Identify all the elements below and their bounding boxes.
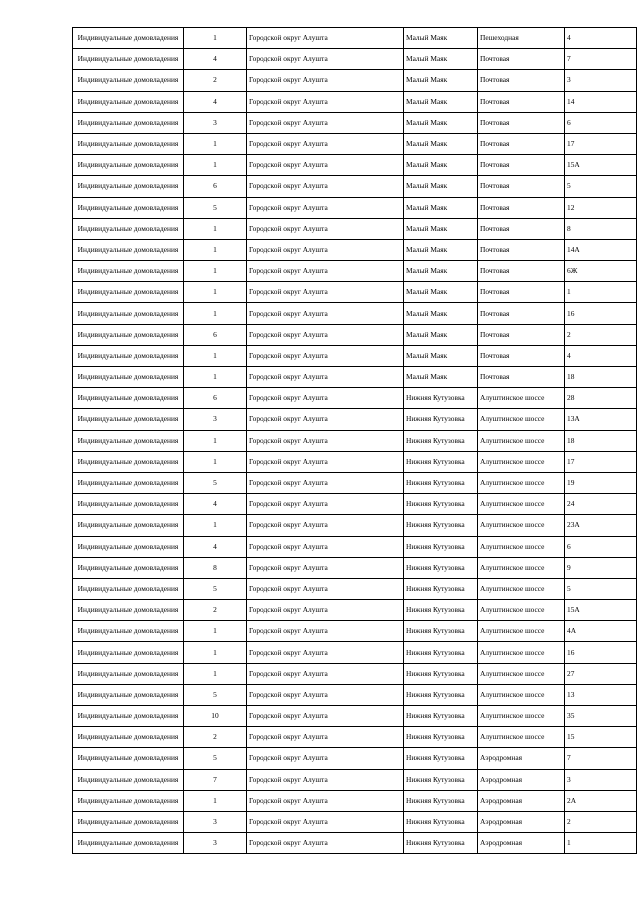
street-cell: Алуштинское шоссе: [478, 684, 565, 705]
house-number-cell: 7: [565, 49, 637, 70]
table-row: [73, 578, 637, 599]
municipality-cell: Городской округ Алушта: [247, 769, 404, 790]
municipality-cell: Городской округ Алушта: [247, 811, 404, 832]
street-cell: Аэродромная: [478, 790, 565, 811]
table-row: [73, 663, 637, 684]
street-cell: Почтовая: [478, 303, 565, 324]
house-number-cell: 28: [565, 388, 637, 409]
ownership-type-cell: Индивидуальные домовладения: [73, 621, 184, 642]
table-row: [73, 388, 637, 409]
table-row: [73, 472, 637, 493]
settlement-cell: Нижняя Кутузовка: [404, 706, 478, 727]
settlement-cell: Нижняя Кутузовка: [404, 430, 478, 451]
ownership-type-cell: Индивидуальные домовладения: [73, 578, 184, 599]
ownership-type-cell: Индивидуальные домовладения: [73, 748, 184, 769]
table-row: [73, 451, 637, 472]
settlement-cell: Малый Маяк: [404, 345, 478, 366]
count-cell: 1: [184, 621, 247, 642]
house-number-cell: 6: [565, 536, 637, 557]
table-row: [73, 769, 637, 790]
settlement-cell: Нижняя Кутузовка: [404, 578, 478, 599]
street-cell: Алуштинское шоссе: [478, 706, 565, 727]
municipality-cell: Городской округ Алушта: [247, 303, 404, 324]
ownership-type-cell: Индивидуальные домовладения: [73, 790, 184, 811]
settlement-cell: Нижняя Кутузовка: [404, 472, 478, 493]
street-cell: Алуштинское шоссе: [478, 663, 565, 684]
table-row: [73, 70, 637, 91]
count-cell: 3: [184, 409, 247, 430]
settlement-cell: Малый Маяк: [404, 197, 478, 218]
municipality-cell: Городской округ Алушта: [247, 663, 404, 684]
street-cell: Алуштинское шоссе: [478, 557, 565, 578]
count-cell: 1: [184, 133, 247, 154]
municipality-cell: Городской округ Алушта: [247, 451, 404, 472]
count-cell: 5: [184, 748, 247, 769]
street-cell: Алуштинское шоссе: [478, 388, 565, 409]
settlement-cell: Малый Маяк: [404, 367, 478, 388]
ownership-type-cell: Индивидуальные домовладения: [73, 833, 184, 854]
ownership-type-cell: Индивидуальные домовладения: [73, 345, 184, 366]
settlement-cell: Малый Маяк: [404, 49, 478, 70]
ownership-type-cell: Индивидуальные домовладения: [73, 557, 184, 578]
table-row: [73, 833, 637, 854]
ownership-type-cell: Индивидуальные домовладения: [73, 451, 184, 472]
count-cell: 5: [184, 197, 247, 218]
ownership-type-cell: Индивидуальные домовладения: [73, 727, 184, 748]
settlement-cell: Малый Маяк: [404, 70, 478, 91]
table-row: [73, 91, 637, 112]
settlement-cell: Нижняя Кутузовка: [404, 748, 478, 769]
house-number-cell: 2: [565, 811, 637, 832]
street-cell: Алуштинское шоссе: [478, 472, 565, 493]
ownership-type-cell: Индивидуальные домовладения: [73, 239, 184, 260]
table-row: [73, 324, 637, 345]
count-cell: 1: [184, 303, 247, 324]
municipality-cell: Городской округ Алушта: [247, 388, 404, 409]
municipality-cell: Городской округ Алушта: [247, 430, 404, 451]
count-cell: 3: [184, 112, 247, 133]
house-number-cell: 13А: [565, 409, 637, 430]
ownership-type-cell: Индивидуальные домовладения: [73, 769, 184, 790]
municipality-cell: Городской округ Алушта: [247, 578, 404, 599]
settlement-cell: Нижняя Кутузовка: [404, 388, 478, 409]
ownership-type-cell: Индивидуальные домовладения: [73, 261, 184, 282]
ownership-type-cell: Индивидуальные домовладения: [73, 133, 184, 154]
ownership-type-cell: Индивидуальные домовладения: [73, 642, 184, 663]
house-number-cell: 4: [565, 345, 637, 366]
street-cell: Алуштинское шоссе: [478, 621, 565, 642]
count-cell: 4: [184, 536, 247, 557]
address-table: [72, 27, 637, 854]
settlement-cell: Нижняя Кутузовка: [404, 621, 478, 642]
ownership-type-cell: Индивидуальные домовладения: [73, 430, 184, 451]
municipality-cell: Городской округ Алушта: [247, 197, 404, 218]
street-cell: Алуштинское шоссе: [478, 536, 565, 557]
table-row: [73, 197, 637, 218]
municipality-cell: Городской округ Алушта: [247, 727, 404, 748]
house-number-cell: 5: [565, 176, 637, 197]
street-cell: Аэродромная: [478, 811, 565, 832]
street-cell: Аэродромная: [478, 748, 565, 769]
ownership-type-cell: Индивидуальные домовладения: [73, 303, 184, 324]
settlement-cell: Малый Маяк: [404, 303, 478, 324]
count-cell: 6: [184, 388, 247, 409]
street-cell: Почтовая: [478, 133, 565, 154]
street-cell: Алуштинское шоссе: [478, 451, 565, 472]
ownership-type-cell: Индивидуальные домовладения: [73, 684, 184, 705]
settlement-cell: Нижняя Кутузовка: [404, 833, 478, 854]
municipality-cell: Городской округ Алушта: [247, 176, 404, 197]
count-cell: 1: [184, 451, 247, 472]
street-cell: Алуштинское шоссе: [478, 578, 565, 599]
count-cell: 1: [184, 515, 247, 536]
municipality-cell: Городской округ Алушта: [247, 112, 404, 133]
street-cell: Почтовая: [478, 70, 565, 91]
count-cell: 1: [184, 642, 247, 663]
municipality-cell: Городской округ Алушта: [247, 28, 404, 49]
street-cell: Почтовая: [478, 282, 565, 303]
count-cell: 3: [184, 833, 247, 854]
street-cell: Алуштинское шоссе: [478, 494, 565, 515]
house-number-cell: 15А: [565, 600, 637, 621]
house-number-cell: 12: [565, 197, 637, 218]
table-row: [73, 155, 637, 176]
table-row: [73, 218, 637, 239]
municipality-cell: Городской округ Алушта: [247, 155, 404, 176]
municipality-cell: Городской округ Алушта: [247, 239, 404, 260]
street-cell: Почтовая: [478, 324, 565, 345]
count-cell: 1: [184, 28, 247, 49]
count-cell: 2: [184, 727, 247, 748]
ownership-type-cell: Индивидуальные домовладения: [73, 600, 184, 621]
count-cell: 1: [184, 239, 247, 260]
ownership-type-cell: Индивидуальные домовладения: [73, 218, 184, 239]
table-row: [73, 621, 637, 642]
count-cell: 1: [184, 345, 247, 366]
house-number-cell: 27: [565, 663, 637, 684]
street-cell: Пешеходная: [478, 28, 565, 49]
table-row: [73, 727, 637, 748]
table-row: [73, 112, 637, 133]
settlement-cell: Нижняя Кутузовка: [404, 663, 478, 684]
house-number-cell: 17: [565, 133, 637, 154]
ownership-type-cell: Индивидуальные домовладения: [73, 811, 184, 832]
count-cell: 4: [184, 91, 247, 112]
ownership-type-cell: Индивидуальные домовладения: [73, 112, 184, 133]
house-number-cell: 15А: [565, 155, 637, 176]
house-number-cell: 4: [565, 28, 637, 49]
house-number-cell: 2А: [565, 790, 637, 811]
table-row: [73, 706, 637, 727]
municipality-cell: Городской округ Алушта: [247, 409, 404, 430]
ownership-type-cell: Индивидуальные домовладения: [73, 706, 184, 727]
municipality-cell: Городской округ Алушта: [247, 324, 404, 345]
ownership-type-cell: Индивидуальные домовладения: [73, 409, 184, 430]
house-number-cell: 4А: [565, 621, 637, 642]
count-cell: 1: [184, 430, 247, 451]
ownership-type-cell: Индивидуальные домовладения: [73, 515, 184, 536]
count-cell: 3: [184, 811, 247, 832]
settlement-cell: Нижняя Кутузовка: [404, 451, 478, 472]
street-cell: Алуштинское шоссе: [478, 727, 565, 748]
ownership-type-cell: Индивидуальные домовладения: [73, 176, 184, 197]
street-cell: Почтовая: [478, 197, 565, 218]
municipality-cell: Городской округ Алушта: [247, 91, 404, 112]
settlement-cell: Малый Маяк: [404, 282, 478, 303]
municipality-cell: Городской округ Алушта: [247, 557, 404, 578]
street-cell: Аэродромная: [478, 769, 565, 790]
municipality-cell: Городской округ Алушта: [247, 282, 404, 303]
municipality-cell: Городской округ Алушта: [247, 833, 404, 854]
settlement-cell: Нижняя Кутузовка: [404, 642, 478, 663]
municipality-cell: Городской округ Алушта: [247, 684, 404, 705]
count-cell: 2: [184, 70, 247, 91]
house-number-cell: 1: [565, 833, 637, 854]
house-number-cell: 3: [565, 70, 637, 91]
count-cell: 8: [184, 557, 247, 578]
count-cell: 6: [184, 176, 247, 197]
ownership-type-cell: Индивидуальные домовладения: [73, 70, 184, 91]
table-row: [73, 303, 637, 324]
table-row: [73, 557, 637, 578]
ownership-type-cell: Индивидуальные домовладения: [73, 49, 184, 70]
municipality-cell: Городской округ Алушта: [247, 49, 404, 70]
municipality-cell: Городской округ Алушта: [247, 133, 404, 154]
table-row: [73, 176, 637, 197]
municipality-cell: Городской округ Алушта: [247, 472, 404, 493]
house-number-cell: 24: [565, 494, 637, 515]
table-row: [73, 367, 637, 388]
count-cell: 4: [184, 49, 247, 70]
settlement-cell: Нижняя Кутузовка: [404, 684, 478, 705]
count-cell: 2: [184, 600, 247, 621]
street-cell: Почтовая: [478, 91, 565, 112]
count-cell: 5: [184, 472, 247, 493]
ownership-type-cell: Индивидуальные домовладения: [73, 663, 184, 684]
house-number-cell: 1: [565, 282, 637, 303]
table-row: [73, 515, 637, 536]
municipality-cell: Городской округ Алушта: [247, 706, 404, 727]
street-cell: Алуштинское шоссе: [478, 642, 565, 663]
municipality-cell: Городской округ Алушта: [247, 345, 404, 366]
settlement-cell: Малый Маяк: [404, 239, 478, 260]
settlement-cell: Малый Маяк: [404, 155, 478, 176]
house-number-cell: 16: [565, 642, 637, 663]
ownership-type-cell: Индивидуальные домовладения: [73, 155, 184, 176]
ownership-type-cell: Индивидуальные домовладения: [73, 367, 184, 388]
table-row: [73, 345, 637, 366]
settlement-cell: Малый Маяк: [404, 261, 478, 282]
house-number-cell: 6Ж: [565, 261, 637, 282]
municipality-cell: Городской округ Алушта: [247, 536, 404, 557]
municipality-cell: Городской округ Алушта: [247, 261, 404, 282]
ownership-type-cell: Индивидуальные домовладения: [73, 324, 184, 345]
street-cell: Почтовая: [478, 345, 565, 366]
municipality-cell: Городской округ Алушта: [247, 600, 404, 621]
settlement-cell: Малый Маяк: [404, 133, 478, 154]
settlement-cell: Нижняя Кутузовка: [404, 727, 478, 748]
municipality-cell: Городской округ Алушта: [247, 642, 404, 663]
municipality-cell: Городской округ Алушта: [247, 621, 404, 642]
table-body: [73, 28, 637, 854]
settlement-cell: Малый Маяк: [404, 28, 478, 49]
table-row: [73, 133, 637, 154]
ownership-type-cell: Индивидуальные домовладения: [73, 282, 184, 303]
count-cell: 1: [184, 218, 247, 239]
municipality-cell: Городской округ Алушта: [247, 748, 404, 769]
house-number-cell: 7: [565, 748, 637, 769]
table-row: [73, 684, 637, 705]
house-number-cell: 16: [565, 303, 637, 324]
house-number-cell: 14: [565, 91, 637, 112]
street-cell: Почтовая: [478, 155, 565, 176]
settlement-cell: Малый Маяк: [404, 176, 478, 197]
house-number-cell: 23А: [565, 515, 637, 536]
table-row: [73, 430, 637, 451]
house-number-cell: 35: [565, 706, 637, 727]
count-cell: 1: [184, 155, 247, 176]
house-number-cell: 2: [565, 324, 637, 345]
count-cell: 1: [184, 261, 247, 282]
ownership-type-cell: Индивидуальные домовладения: [73, 494, 184, 515]
settlement-cell: Нижняя Кутузовка: [404, 494, 478, 515]
house-number-cell: 8: [565, 218, 637, 239]
settlement-cell: Малый Маяк: [404, 218, 478, 239]
settlement-cell: Нижняя Кутузовка: [404, 811, 478, 832]
street-cell: Почтовая: [478, 176, 565, 197]
house-number-cell: 14А: [565, 239, 637, 260]
count-cell: 10: [184, 706, 247, 727]
count-cell: 6: [184, 324, 247, 345]
street-cell: Почтовая: [478, 239, 565, 260]
table-row: [73, 261, 637, 282]
table-row: [73, 600, 637, 621]
municipality-cell: Городской округ Алушта: [247, 218, 404, 239]
house-number-cell: 18: [565, 367, 637, 388]
municipality-cell: Городской округ Алушта: [247, 515, 404, 536]
table-row: [73, 49, 637, 70]
municipality-cell: Городской округ Алушта: [247, 70, 404, 91]
street-cell: Почтовая: [478, 261, 565, 282]
house-number-cell: 9: [565, 557, 637, 578]
table-row: [73, 536, 637, 557]
settlement-cell: Малый Маяк: [404, 324, 478, 345]
table-row: [73, 642, 637, 663]
house-number-cell: 13: [565, 684, 637, 705]
count-cell: 7: [184, 769, 247, 790]
settlement-cell: Нижняя Кутузовка: [404, 557, 478, 578]
municipality-cell: Городской округ Алушта: [247, 367, 404, 388]
settlement-cell: Нижняя Кутузовка: [404, 769, 478, 790]
table-row: [73, 790, 637, 811]
street-cell: Алуштинское шоссе: [478, 515, 565, 536]
street-cell: Аэродромная: [478, 833, 565, 854]
house-number-cell: 6: [565, 112, 637, 133]
street-cell: Алуштинское шоссе: [478, 600, 565, 621]
table-row: [73, 811, 637, 832]
street-cell: Алуштинское шоссе: [478, 409, 565, 430]
house-number-cell: 17: [565, 451, 637, 472]
house-number-cell: 3: [565, 769, 637, 790]
ownership-type-cell: Индивидуальные домовладения: [73, 197, 184, 218]
count-cell: 1: [184, 790, 247, 811]
house-number-cell: 18: [565, 430, 637, 451]
settlement-cell: Нижняя Кутузовка: [404, 515, 478, 536]
count-cell: 5: [184, 578, 247, 599]
municipality-cell: Городской округ Алушта: [247, 790, 404, 811]
ownership-type-cell: Индивидуальные домовладения: [73, 536, 184, 557]
settlement-cell: Малый Маяк: [404, 112, 478, 133]
table-row: [73, 494, 637, 515]
table-row: [73, 239, 637, 260]
municipality-cell: Городской округ Алушта: [247, 494, 404, 515]
count-cell: 1: [184, 367, 247, 388]
count-cell: 1: [184, 282, 247, 303]
street-cell: Почтовая: [478, 367, 565, 388]
settlement-cell: Нижняя Кутузовка: [404, 409, 478, 430]
house-number-cell: 5: [565, 578, 637, 599]
count-cell: 1: [184, 663, 247, 684]
count-cell: 4: [184, 494, 247, 515]
table-row: [73, 282, 637, 303]
street-cell: Почтовая: [478, 112, 565, 133]
settlement-cell: Нижняя Кутузовка: [404, 790, 478, 811]
house-number-cell: 19: [565, 472, 637, 493]
street-cell: Почтовая: [478, 218, 565, 239]
street-cell: Почтовая: [478, 49, 565, 70]
table-row: [73, 28, 637, 49]
settlement-cell: Нижняя Кутузовка: [404, 600, 478, 621]
table-row: [73, 748, 637, 769]
settlement-cell: Нижняя Кутузовка: [404, 536, 478, 557]
house-number-cell: 15: [565, 727, 637, 748]
ownership-type-cell: Индивидуальные домовладения: [73, 91, 184, 112]
count-cell: 5: [184, 684, 247, 705]
table-row: [73, 409, 637, 430]
street-cell: Алуштинское шоссе: [478, 430, 565, 451]
ownership-type-cell: Индивидуальные домовладения: [73, 388, 184, 409]
ownership-type-cell: Индивидуальные домовладения: [73, 28, 184, 49]
settlement-cell: Малый Маяк: [404, 91, 478, 112]
ownership-type-cell: Индивидуальные домовладения: [73, 472, 184, 493]
